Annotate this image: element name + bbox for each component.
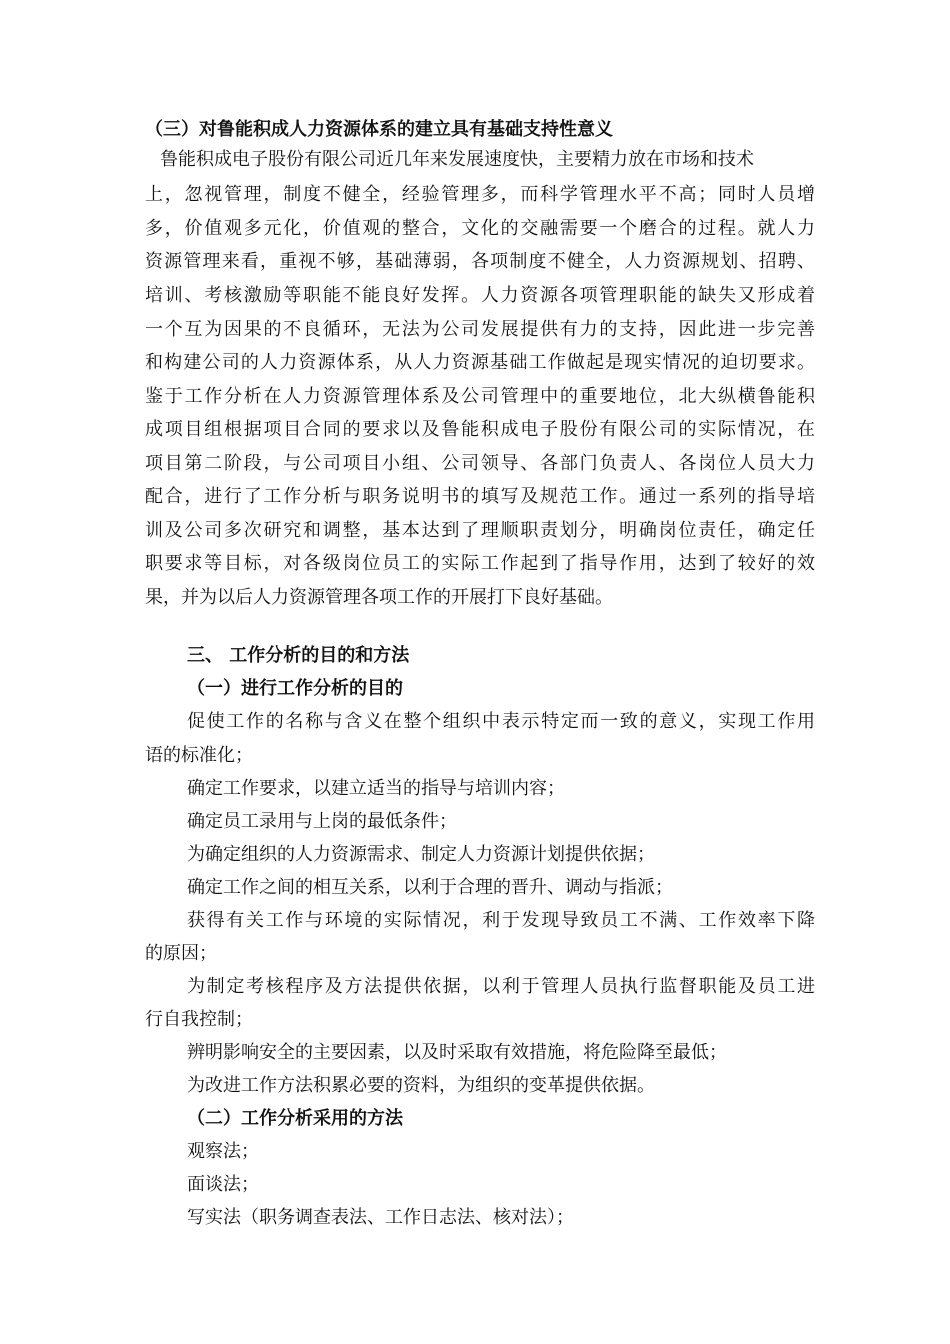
paragraph-line: 鲁能积成电子股份有限公司近几年来发展速度快，主要精力放在市场和技术 bbox=[160, 149, 754, 170]
paragraph-line: 和构建公司的人力资源体系，从人力资源基础工作做起是现实情况的迫切要求。 bbox=[145, 352, 815, 373]
paragraph-line: 鉴于工作分析在人力资源管理体系及公司管理中的重要地位，北大纵横鲁能积 bbox=[145, 386, 815, 407]
paragraph-line: 培训、考核激励等职能不能良好发挥。人力资源各项管理职能的缺失又形成着 bbox=[145, 285, 815, 306]
list-item: 确定工作之间的相互关系，以利于合理的晋升、调动与指派； bbox=[187, 877, 673, 898]
list-item: 为制定考核程序及方法提供依据，以利于管理人员执行监督职能及员工进 bbox=[187, 976, 815, 997]
list-item: 面谈法； bbox=[187, 1174, 259, 1195]
list-item: 辨明影响安全的主要因素，以及时采取有效措施，将危险降至最低； bbox=[187, 1042, 727, 1063]
list-item: 促使工作的名称与含义在整个组织中表示特定而一致的意义，实现工作用 bbox=[187, 711, 815, 732]
paragraph-line: 上，忽视管理，制度不健全，经验管理多，而科学管理水平不高；同时人员增 bbox=[145, 184, 815, 205]
paragraph-line: 一个互为因果的不良循环，无法为公司发展提供有力的支持，因此进一步完善 bbox=[145, 319, 815, 340]
paragraph-line: 训及公司多次研究和调整，基本达到了理顺职责划分，明确岗位责任，确定任 bbox=[145, 520, 815, 541]
section-heading-purpose-and-methods: 三、 工作分析的目的和方法 bbox=[187, 645, 410, 666]
subsection-heading-support-significance: （三）对鲁能积成人力资源体系的建立具有基础支持性意义 bbox=[145, 119, 613, 140]
paragraph-line: 多，价值观多元化，价值观的整合，文化的交融需要一个磨合的过程。就人力 bbox=[145, 218, 815, 239]
paragraph-line: 资源管理来看，重视不够，基础薄弱，各项制度不健全，人力资源规划、招聘、 bbox=[145, 251, 815, 272]
list-item: 写实法（职务调查表法、工作日志法、核对法）； bbox=[187, 1207, 574, 1228]
list-item: 为确定组织的人力资源需求、制定人力资源计划提供依据； bbox=[187, 844, 655, 865]
list-item: 获得有关工作与环境的实际情况，利于发现导致员工不满、工作效率下降 bbox=[187, 910, 815, 931]
paragraph-line: 果，并为以后人力资源管理各项工作的开展打下良好基础。 bbox=[145, 587, 613, 608]
list-item: 观察法； bbox=[187, 1141, 259, 1162]
paragraph-line: 配合，进行了工作分析与职务说明书的填写及规范工作。通过一系列的指导培 bbox=[145, 486, 815, 507]
subsection-heading-purpose: （一）进行工作分析的目的 bbox=[187, 678, 403, 699]
list-item: 的原因； bbox=[145, 943, 217, 964]
list-item: 为改进工作方法积累必要的资料，为组织的变革提供依据。 bbox=[187, 1075, 655, 1096]
paragraph-line: 职要求等目标，对各级岗位员工的实际工作起到了指导作用，达到了较好的效 bbox=[145, 553, 815, 574]
subsection-heading-methods: （二）工作分析采用的方法 bbox=[187, 1108, 403, 1129]
paragraph-line: 项目第二阶段，与公司项目小组、公司领导、各部门负责人、各岗位人员大力 bbox=[145, 453, 815, 474]
list-item: 确定工作要求，以建立适当的指导与培训内容； bbox=[187, 778, 565, 799]
paragraph-line: 成项目组根据项目合同的要求以及鲁能积成电子股份有限公司的实际情况，在 bbox=[145, 419, 815, 440]
list-item: 确定员工录用与上岗的最低条件； bbox=[187, 811, 457, 832]
list-item: 行自我控制； bbox=[145, 1009, 253, 1030]
list-item: 语的标准化； bbox=[145, 745, 253, 766]
